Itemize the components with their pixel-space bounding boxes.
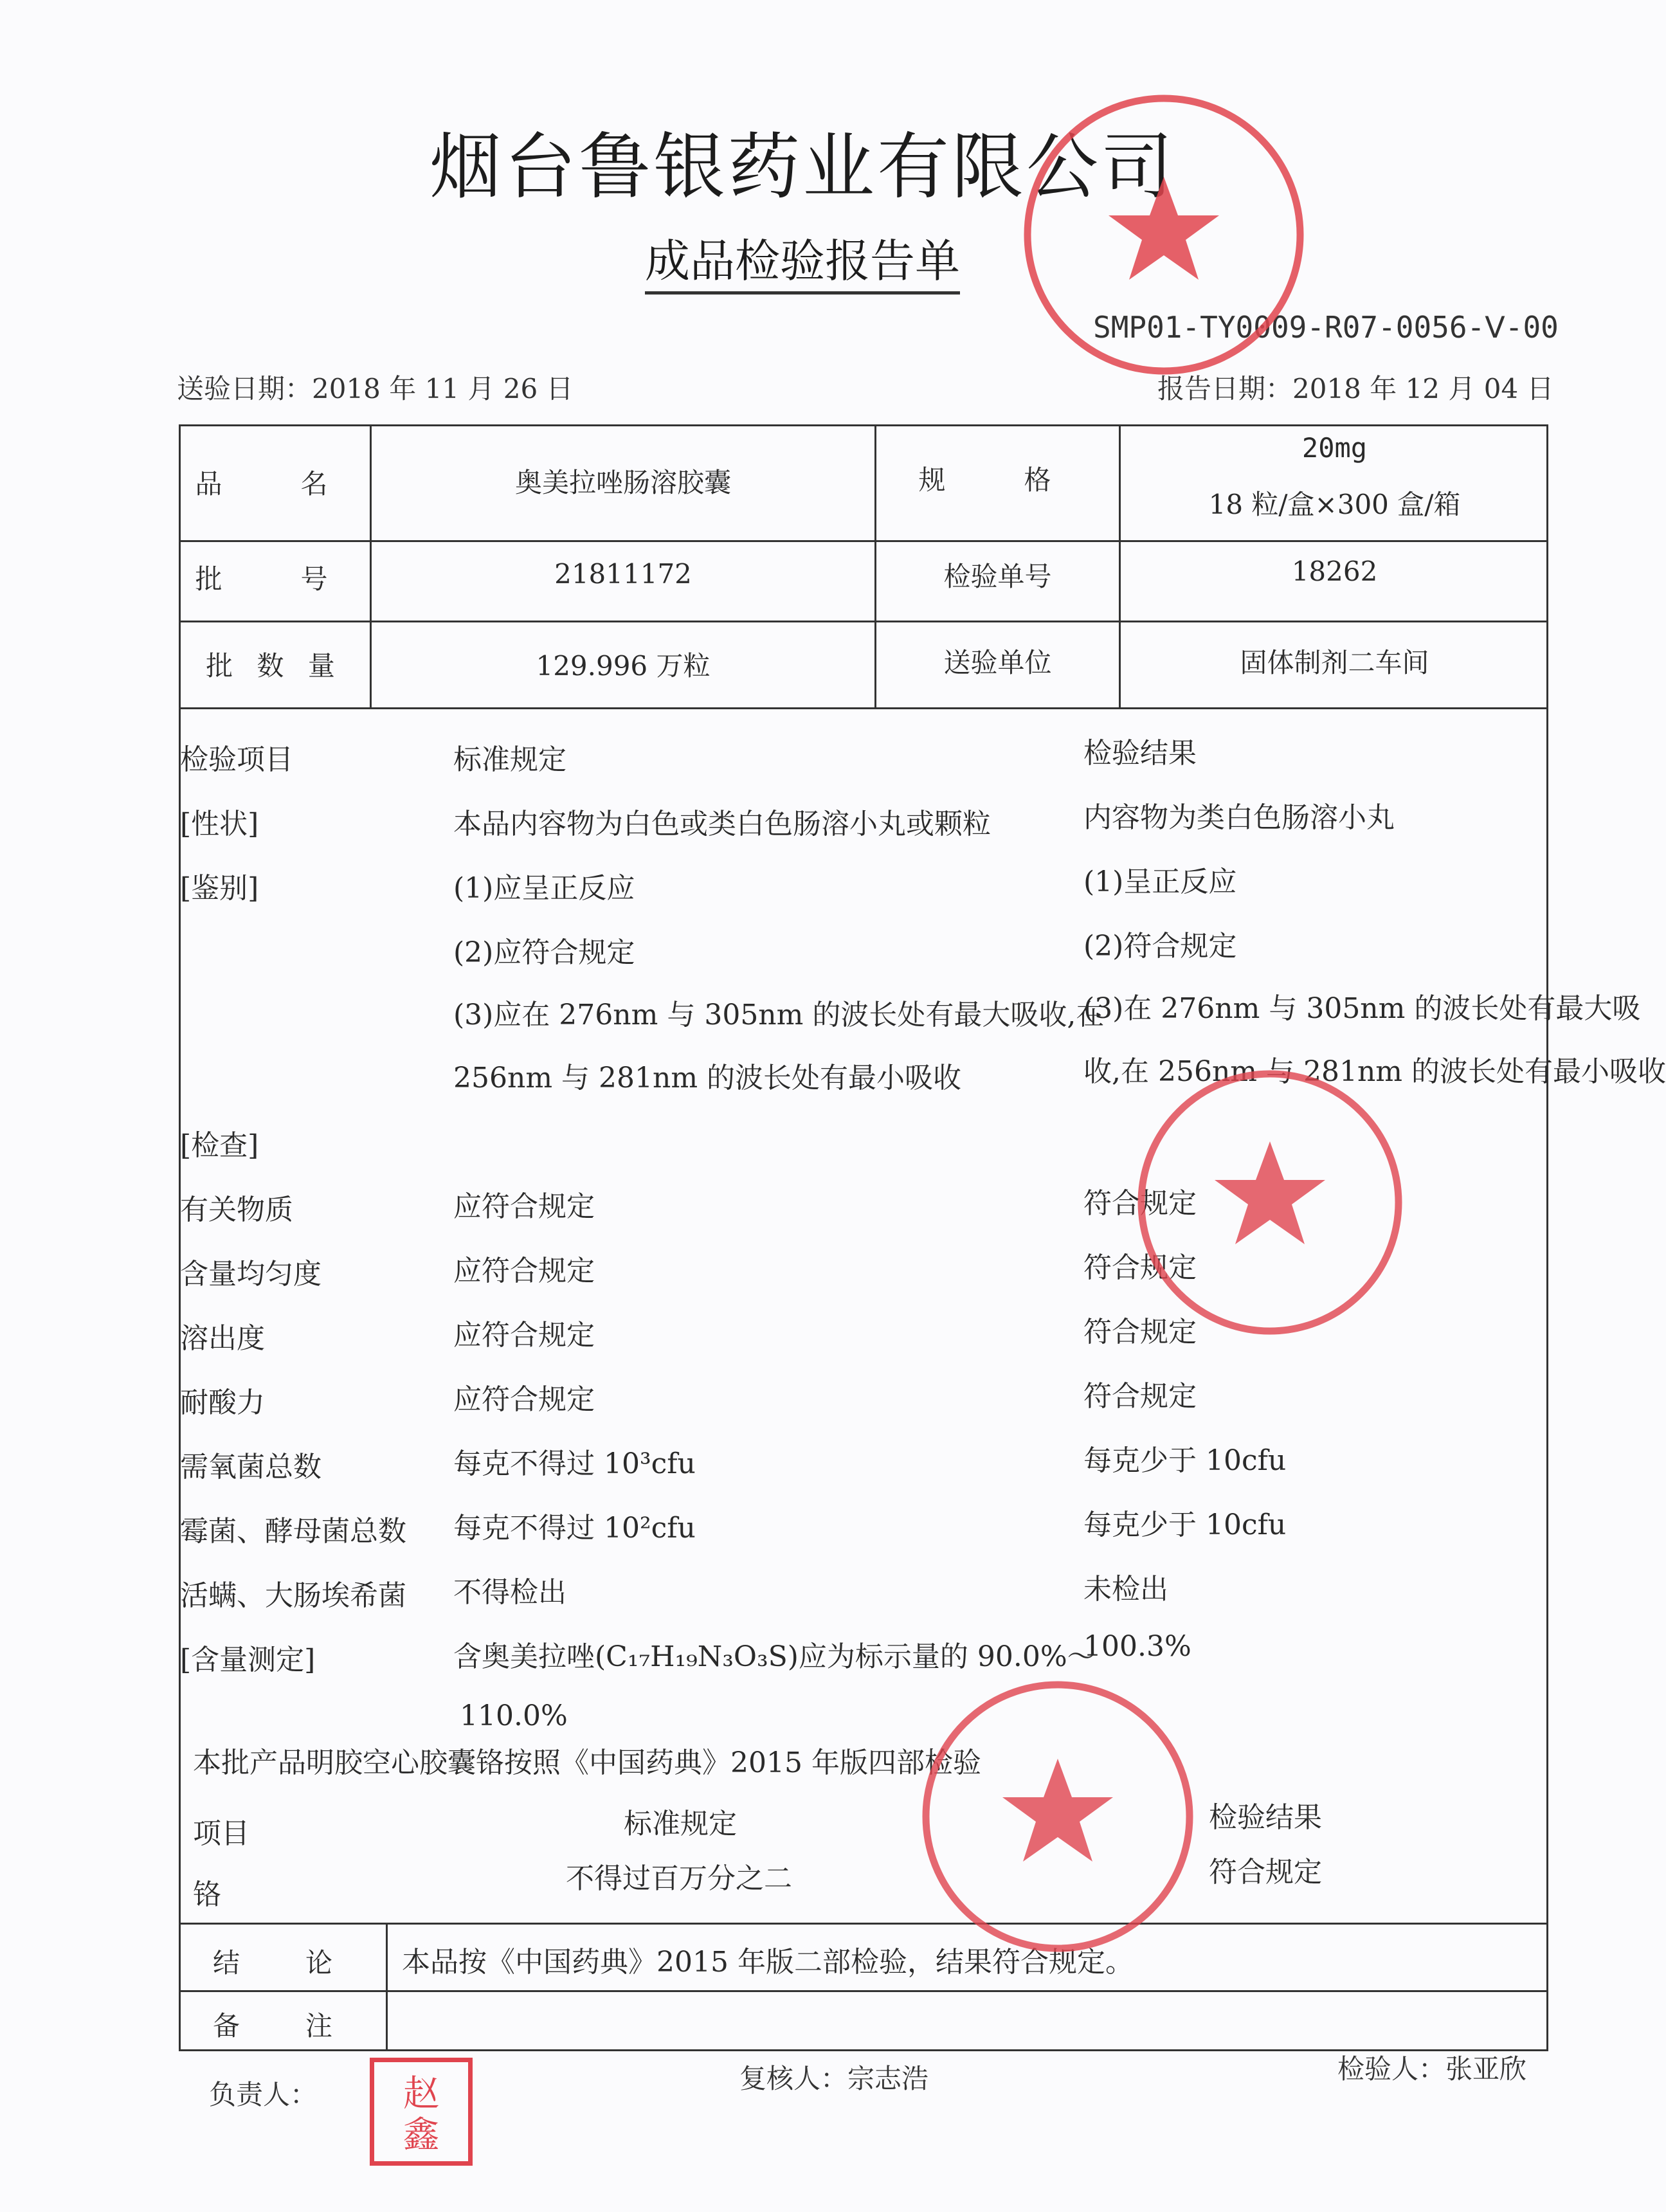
conclusion-label: 结 论	[212, 1947, 352, 1979]
col-result-header: 检验结果	[1083, 737, 1197, 770]
product-name-value: 奥美拉唑肠溶胶囊	[514, 467, 731, 498]
col-item-header: 检验项目	[180, 743, 293, 776]
row-item: [性状]	[180, 808, 259, 840]
row-result: 收,在 256nm 与 281nm 的波长处有最小吸收	[1083, 1055, 1666, 1088]
responsible-person: 负责人：	[209, 2079, 318, 2110]
report-no-label: 检验单号	[943, 561, 1052, 592]
capsule-col-standard: 标准规定	[624, 1808, 737, 1840]
row-standard: 应符合规定	[453, 1319, 595, 1352]
row-result: (3)在 276nm 与 305nm 的波长处有最大吸	[1083, 992, 1641, 1025]
row-standard: 不得检出	[453, 1576, 566, 1609]
row-item: 溶出度	[180, 1322, 265, 1355]
row-standard: (2)应符合规定	[453, 936, 635, 969]
row-item: [鉴别]	[180, 872, 259, 905]
row-standard: 256nm 与 281nm 的波长处有最小吸收	[453, 1062, 962, 1094]
spec-line-1: 20mg	[1301, 432, 1368, 464]
quantity-label: 批 数 量	[206, 650, 343, 682]
capsule-result: 符合规定	[1209, 1856, 1322, 1889]
grid-line	[179, 1990, 1548, 1992]
quality-stamp-icon	[1128, 1061, 1411, 1344]
report-date: 报告日期：2018 年 12 月 04 日	[1157, 373, 1554, 404]
capsule-col-result: 检验结果	[1209, 1801, 1322, 1834]
row-standard: 本品内容物为白色或类白色肠溶小丸或颗粒	[453, 808, 991, 840]
capsule-note: 本批产品明胶空心胶囊铬按照《中国药典》2015 年版四部检验	[193, 1746, 981, 1779]
row-result: (1)呈正反应	[1083, 866, 1237, 898]
row-standard: (1)应呈正反应	[453, 872, 635, 905]
document-title	[0, 225, 1605, 290]
batch-value: 21811172	[554, 558, 692, 590]
batch-label: 批 号	[195, 563, 354, 595]
row-result: 100.3%	[1083, 1630, 1191, 1663]
conclusion-text: 本品按《中国药典》2015 年版二部检验，结果符合规定。	[402, 1946, 1134, 1979]
inspector: 检验人：张亚欣	[1337, 2053, 1527, 2085]
row-item: 有关物质	[180, 1193, 293, 1226]
grid-line	[179, 540, 1548, 542]
row-item: [检查]	[180, 1129, 259, 1162]
spec-line-2: 18 粒/盒×300 盒/箱	[1208, 489, 1461, 520]
row-item: 霉菌、酵母菌总数	[180, 1515, 406, 1548]
personal-seal-icon	[370, 2058, 473, 2166]
row-standard: 每克不得过 10²cfu	[453, 1512, 696, 1545]
document-number: SMP01-TY0009-R07-0056-Ⅴ-00	[1093, 310, 1559, 345]
svg-text:赵: 赵	[403, 2073, 439, 2115]
capsule-item: 铬	[193, 1878, 221, 1911]
company-name: 烟台鲁银药业有限公司	[430, 125, 1175, 209]
svg-text:鑫: 鑫	[403, 2114, 439, 2156]
row-standard: 含奥美拉唑(C₁₇H₁₉N₃O₃S)应为标示量的 90.0%～	[453, 1640, 1096, 1673]
row-item: 活螨、大肠埃希菌	[180, 1579, 406, 1612]
row-standard: 应符合规定	[453, 1383, 595, 1416]
capsule-col-item: 项目	[193, 1817, 249, 1850]
remark-label: 备 注	[212, 2010, 352, 2042]
row-result: 符合规定	[1083, 1316, 1197, 1348]
row-item: 含量均匀度	[180, 1258, 321, 1291]
row-result: 每克少于 10cfu	[1083, 1509, 1287, 1541]
send-date: 送验日期：2018 年 11 月 26 日	[177, 373, 574, 404]
row-result: 每克少于 10cfu	[1083, 1444, 1287, 1477]
reviewer: 复核人：宗志浩	[739, 2063, 929, 2094]
row-result: (2)符合规定	[1083, 930, 1237, 963]
document-title-text: 成品检验报告单	[645, 235, 960, 295]
grid-line	[179, 1923, 1548, 1925]
row-standard: 应符合规定	[453, 1190, 595, 1223]
supplier-stamp-icon	[913, 1672, 1202, 1961]
capsule-standard: 不得过百万分之二	[566, 1862, 792, 1895]
row-standard: 每克不得过 10³cfu	[453, 1447, 696, 1480]
col-standard-header: 标准规定	[453, 743, 566, 776]
row-standard: 110.0%	[460, 1700, 568, 1732]
row-standard: (3)应在 276nm 与 305nm 的波长处有最大吸收,在	[453, 999, 1105, 1031]
row-result: 符合规定	[1083, 1380, 1197, 1413]
grid-line	[179, 621, 1548, 622]
spec-label: 规 格	[918, 464, 1077, 496]
company-stamp-icon	[1016, 87, 1312, 383]
grid-line	[386, 1923, 388, 2051]
row-result: 未检出	[1083, 1573, 1168, 1606]
row-result: 符合规定	[1083, 1187, 1197, 1220]
row-result: 内容物为类白色肠溶小丸	[1083, 801, 1395, 834]
quantity-value: 129.996 万粒	[536, 650, 711, 682]
row-standard: 应符合规定	[453, 1255, 595, 1287]
dept-value: 固体制剂二车间	[1240, 647, 1429, 678]
row-result: 符合规定	[1083, 1251, 1197, 1284]
row-item: [含量测定]	[180, 1644, 316, 1676]
row-item: 耐酸力	[180, 1386, 265, 1419]
product-name-label: 品 名	[195, 468, 354, 500]
grid-line	[179, 707, 1548, 709]
dept-label: 送验单位	[943, 647, 1052, 678]
report-no-value: 18262	[1291, 556, 1378, 587]
row-item: 需氧菌总数	[180, 1451, 321, 1483]
